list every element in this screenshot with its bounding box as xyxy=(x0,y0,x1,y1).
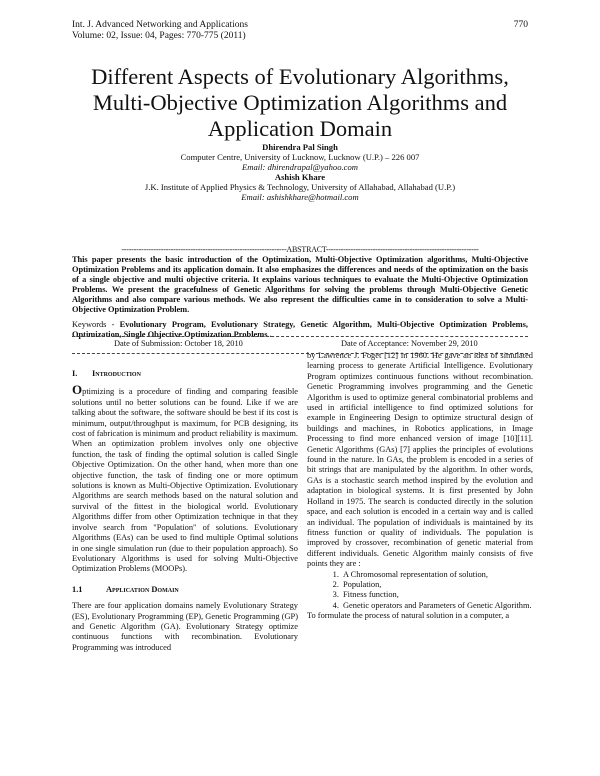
page-number: 770 xyxy=(513,20,528,30)
submission-date: Date of Submission: October 18, 2010 xyxy=(114,339,243,348)
body-paragraph: To formulate the process of natural solution in a computer, a xyxy=(307,611,510,621)
subsection-number: 1.1 xyxy=(72,584,83,594)
acceptance-date: Date of Acceptance: November 29, 2010 xyxy=(341,339,478,348)
application-domain-text: There are four application domains namely Evolutionary Strategy (ES), Evolutionary Programming (EP), Genetic Programming (GP) and Genetic Algorithm (GA). Evolutionary Strategy optimize continuous functions with recombination. Evolutionary Programming was introduced xyxy=(72,601,298,652)
subsection-title: Application Domain xyxy=(106,584,179,594)
author-block xyxy=(40,142,560,202)
subsection-heading xyxy=(72,585,298,595)
abstract-heading: -------------------------------------------------------------------ABSTRACT-------------------------------------------------------------- xyxy=(121,245,479,254)
title-line: Different Aspects of Evolutionary Algorithms, xyxy=(91,64,509,89)
author-affiliation: Computer Centre, University of Lucknow, Lucknow (U.P.) – 226 007 xyxy=(180,152,420,162)
author-affiliation: J.K. Institute of Applied Physics & Technology, University of Allahabad, Allahabad (U.P.) xyxy=(144,182,456,192)
keywords-label: Keywords - xyxy=(72,320,120,329)
author-name: Ashish Khare xyxy=(274,172,326,182)
journal-volume: Volume: 02, Issue: 04, Pages: 770-775 (2011) xyxy=(72,31,246,41)
intro-paragraph xyxy=(72,382,298,574)
author-name: Dhirendra Pal Singh xyxy=(262,142,338,152)
keywords xyxy=(72,320,528,341)
list-item: 4. Genetic operators and Parameters of Genetic Algorithm. xyxy=(341,601,533,611)
section-title: Introduction xyxy=(92,369,141,378)
body-paragraph: by Lawrence J. Foget [12] in 1960. He gave an idea of simulated learning process to generate Artificial Intelligence. Evolutionary Program optimizes continuous functions without recombination. Genetic Programming involves programming and the Genetic Algorithm is used to optimize general combinatorial problems and used in artificial intelligence to find optimized solutions for example in Engineering Design to optimize structural design of buildings and machines, in Robotics applications, in Image Processing to find more enhanced version of image [10][11]. Genetic Algorithms (GAs) [7] applies the principles of evolutions found in the nature. In GAs, the problem is encoded in a series of bit strings that are manipulated by the algorithm. In other words, GAs is a stochastic search method inspired by the evolution and adaptation in biological systems. It is first presented by John Holland in 1975. The search is conducted directly in the solution space, and each solution is encoded in a certain way and is called an individual. The population of individuals is maintained by its fitness function or quality of individuals. The population is improved by crossover, recombination of genetic material from different individuals. Genetic Algorithm mainly consists of five points they are : xyxy=(307,351,533,569)
divider xyxy=(72,336,528,337)
title-line: Multi-Objective Optimization Algorithms and xyxy=(92,90,508,115)
journal-header xyxy=(72,20,248,42)
section-heading xyxy=(72,369,298,379)
list-item: 3. Fitness function, xyxy=(341,590,533,600)
section-number: I. xyxy=(72,369,78,378)
drop-cap: O xyxy=(72,382,83,398)
title-line: Application Domain xyxy=(207,116,393,141)
journal-title: Int. J. Advanced Networking and Applications xyxy=(72,20,248,30)
keywords-text: Evolutionary Program, Evolutionary Strategy, Genetic Algorithm, Multi-Objective Optimization Problems, Optimization, Single Objective Optimization Problems . xyxy=(72,320,528,340)
left-column xyxy=(72,369,298,653)
author-email: Email: ashishkhare@hotmail.com xyxy=(241,192,359,202)
right-column xyxy=(307,351,533,622)
intro-text: ptimizing is a procedure of finding and comparing feasible solutions until no better solutions can be found. Like if we are talking about the software, the software should be best if its cost is minimum, output/throughput is maximum, for PCB designing, its cost of fabrication is minimum and product reliability is maximum. When an optimization problem involves only one objective function, the task of finding the optimal solution is called Single Objective Optimization. On the other hand, when more than one objective function, the task of finding one or more optimum solutions is known as Multi-Objective Optimization. Evolutionary Algorithms are search methods based on the natural solution and survival of the fittest in the biological world. Evolutionary Algorithms differ from other Optimization technique in that they involve search from "Population" of solutions. Evolutionary Algorithms (EAs) can be used to find multiple Optimal solutions in one single simulation run (due to their population approach). So Evolutionary Algorithms is used for solving Multi-Objective Optimization Problems (MOOPs). xyxy=(72,387,298,574)
abstract-text: This paper presents the basic introduction of the Optimization, Multi-Objective Optimization algorithms, Multi-Objective Optimization Problems and its application domain. It also emphasizes the differences and needs of the optimization on the basis of a single objective and multi objective criteria. It explains various techniques to evaluate the Multi-Objective Optimization Problems. We present the gracefulness of Genetic Algorithms for solving the problems through Multi-Objective Genetic Algorithms and also compare various methods. We also represent the difficulties came in to consideration to solve a Multi-Objective Optimization Problem. xyxy=(72,255,528,315)
ga-points-list xyxy=(307,570,533,612)
author-email: Email: dhirendrapal@yahoo.com xyxy=(242,162,358,172)
list-item: 2. Population, xyxy=(341,580,533,590)
paper-title xyxy=(40,64,560,142)
list-item: 1. A Chromosomal representation of solution, xyxy=(341,570,533,580)
